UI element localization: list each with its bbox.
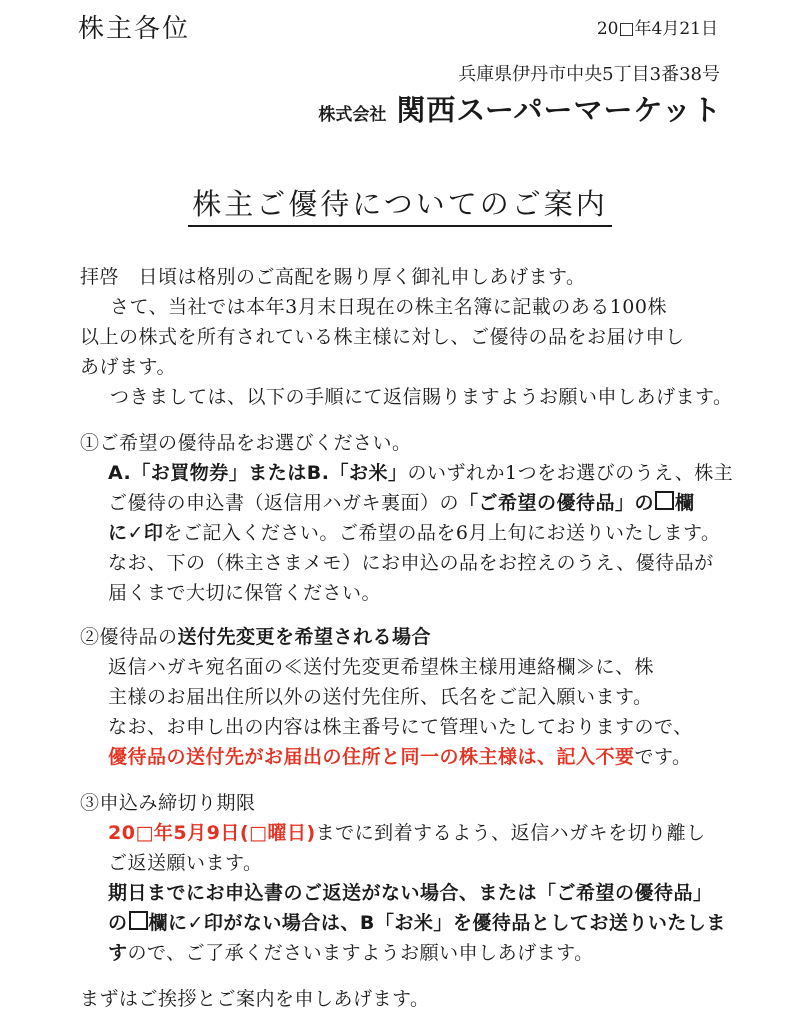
section1-check-mark: に✓印 bbox=[108, 522, 164, 544]
section3-line-1 bbox=[108, 818, 706, 845]
section1-line-1 bbox=[108, 458, 733, 485]
section3-line-2: ご返送願います。 bbox=[108, 852, 263, 874]
section3-line-4 bbox=[108, 908, 726, 935]
section3-line-5-bold: す bbox=[108, 942, 128, 964]
section1-heading: ①ご希望の優待品をお選びください。 bbox=[80, 432, 412, 454]
issue-date: 20□年4月21日 bbox=[596, 19, 718, 39]
section2-line-4 bbox=[108, 742, 692, 769]
company-type: 株式会社 bbox=[318, 105, 387, 125]
company-address: 兵庫県伊丹市中央5丁目3番38号 bbox=[458, 64, 720, 85]
closing-text: まずはご挨拶とご案内を申しあげます。 bbox=[80, 988, 430, 1010]
checkbox-icon bbox=[129, 911, 148, 930]
section1-options: A.「お買物券」またはB.「お米」 bbox=[108, 462, 408, 484]
intro-line-3: 以上の株式を所有されている株主様に対し、ご優待の品をお届け申し bbox=[80, 326, 685, 348]
checkbox-icon bbox=[655, 491, 674, 510]
section2-line-3: なお、お申し出の内容は株主番号にて管理いたしておりますので、 bbox=[108, 716, 693, 738]
section2-line-2: 主様のお届出住所以外の送付先住所、氏名をご記入願います。 bbox=[108, 686, 653, 708]
company-signature bbox=[318, 88, 722, 129]
section1-line-2-suffix: 欄 bbox=[675, 492, 695, 514]
section1-line-5: 届くまで大切に保管ください。 bbox=[108, 582, 382, 604]
section3-line-3: 期日までにお申込書のご返送がない場合、または「ご希望の優待品」 bbox=[108, 882, 713, 904]
title-text: 株主ご優待についてのご案内 bbox=[188, 187, 611, 227]
section2-notice-red: 優待品の送付先がお届出の住所と同一の株主様は、記入不要 bbox=[108, 746, 635, 768]
section2-heading-bold: 送付先変更を希望される場合 bbox=[177, 626, 432, 648]
section3-line-5 bbox=[108, 938, 594, 965]
intro-line-1: 拝啓 日頃は格別のご高配を賜り厚く御礼申しあげます。 bbox=[80, 266, 586, 288]
section1-line-2 bbox=[108, 488, 695, 515]
section2-line-4-rest: です。 bbox=[634, 746, 692, 768]
section1-line-2-pre: ご優待の申込書（返信用ハガキ裏面）の bbox=[108, 492, 460, 514]
intro-line-5: つきましては、以下の手順にて返信賜りますようお願い申しあげます。 bbox=[110, 386, 733, 408]
section2-heading-pre: ②優待品の bbox=[80, 626, 178, 648]
section3-line-1-rest: までに到着するよう、返信ハガキを切り離し bbox=[315, 822, 706, 844]
page-title bbox=[0, 182, 800, 223]
section1-line-4: なお、下の（株主さまメモ）にお申込の品をお控えのうえ、優待品が bbox=[108, 552, 714, 574]
recipient-salutation: 株主各位 bbox=[78, 14, 191, 44]
section3-heading: ③申込み締切り期限 bbox=[80, 792, 256, 814]
section3-line-4-pre: の bbox=[108, 912, 128, 934]
section2-line-1: 返信ハガキ宛名面の≪送付先変更希望株主様用連絡欄≫に、株 bbox=[108, 656, 655, 678]
section1-line-1-rest: のいずれか1つをお選びのうえ、株主 bbox=[407, 462, 734, 484]
section2-heading bbox=[80, 622, 431, 649]
company-name: 関西スーパーマーケット bbox=[396, 93, 722, 127]
section1-line-3 bbox=[108, 518, 721, 545]
section1-line-2-bold: 「ご希望の優待品」の bbox=[459, 492, 655, 514]
section3-line-4-rest: 欄に✓印がない場合は、B「お米」を優待品としてお送りいたしま bbox=[148, 912, 726, 934]
intro-line-4: あげます。 bbox=[80, 356, 176, 378]
intro-line-2: さて、当社では本年3月末日現在の株主名簿に記載のある100株 bbox=[110, 296, 667, 318]
section1-line-3-rest: をご記入ください。ご希望の品を6月上旬にお送りいたします。 bbox=[163, 522, 721, 544]
deadline-date: 20□年5月9日(□曜日) bbox=[108, 822, 316, 844]
section3-line-5-rest: ので、ご了承くださいますようお願い申しあげます。 bbox=[127, 942, 594, 964]
